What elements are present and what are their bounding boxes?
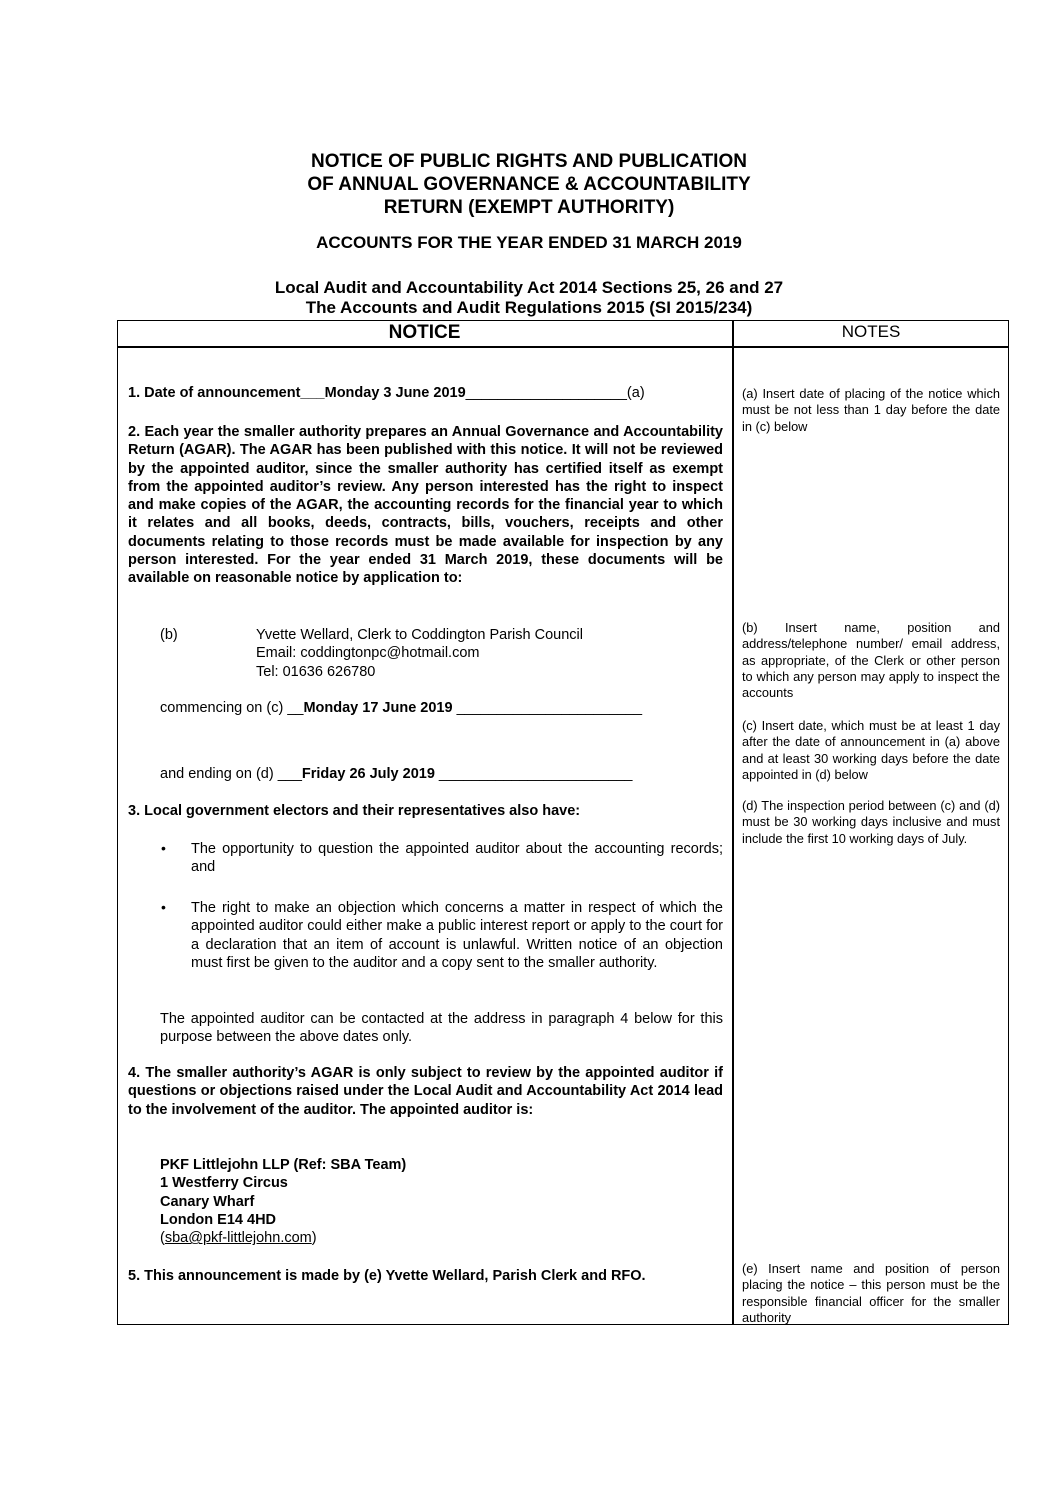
- contact-tel: Tel: 01636 626780: [256, 663, 376, 680]
- item-2-text-a: 2. Each year the smaller authority prepares an Annual Governance and Accountability Return (AGAR). The AGAR has been published with this notice. It will not be reviewed by the appointed auditor, since the smaller: [128, 424, 723, 477]
- legislation-line-1: Local Audit and Accountability Act 2014 Sections 25, 26 and 27: [274, 278, 784, 297]
- item-2-text-c: Any person interested has the right to inspect and make copies of the AGAR, the accounting records for the financial year to which it relates and all books, deeds, contracts, bills, vouchers, receipts and other documents relating to those records must be made available for inspection by any person interested. For the year ended 31 March 2019, these documents will be available on reasonable notice by application to:: [128, 478, 723, 587]
- item-2-text-b: authority has certified itself as exempt from the appointed auditor’s review.: [128, 460, 723, 495]
- title-line-2: OF ANNUAL GOVERNANCE & ACCOUNTABILITY: [307, 174, 751, 195]
- item-3-auditor-contact: The appointed auditor can be contacted at the address in paragraph 4 below for this purpose between the above dates only.: [160, 1011, 723, 1046]
- auditor-name: PKF Littlejohn LLP (Ref: SBA Team): [160, 1157, 407, 1173]
- column-divider: [732, 320, 734, 1325]
- item-1-suffix: ____________________(a): [465, 385, 645, 401]
- item-1-prefix: 1. Date of announcement___: [128, 385, 325, 401]
- ending-date: Friday 26 July 2019: [301, 766, 435, 782]
- commencing-line: [160, 699, 720, 717]
- item-4-paragraph: 4. The smaller authority’s AGAR is only subject to review by the appointed auditor if questions or objections raised under the Local Audit and Accountability Act 2014 lead to the involvement of the auditor. The appointed auditor is:: [128, 1065, 723, 1118]
- ending-prefix: and ending on (d) ___: [160, 766, 302, 782]
- contact-email: Email: coddingtonpc@hotmail.com: [256, 645, 480, 662]
- ending-line: [160, 765, 720, 783]
- notice-column-header: NOTICE: [388, 322, 461, 343]
- item-1-announcement-date: [128, 384, 728, 402]
- document-title: [0, 150, 1058, 219]
- legislation-line-2: The Accounts and Audit Regulations 2015 (SI 2015/234): [305, 298, 753, 317]
- document-subtitle: ACCOUNTS FOR THE YEAR ENDED 31 MARCH 2019: [316, 233, 742, 252]
- contact-label: (b): [160, 627, 178, 643]
- auditor-address-line-1: 1 Westferry Circus: [160, 1175, 288, 1192]
- auditor-email-line: [160, 1229, 560, 1247]
- header-divider: [117, 346, 1009, 348]
- note-c: (c) Insert date, which must be at least 1 day after the date of announcement in (a) above and at least 30 working days before the date appointed in (d) below: [742, 718, 1000, 782]
- item-3-bullet-2: The right to make an objection which concerns a matter in respect of which the appointed auditor could either make a public interest report or apply to the court for a declaration that an item of account is unlawful. Written notice of an objection must first be given to the auditor and a copy sent to the smaller authority.: [191, 900, 723, 971]
- ending-suffix: ________________________: [434, 766, 633, 782]
- bullet-1-marker: •: [161, 840, 166, 856]
- commencing-prefix: commencing on (c) __: [160, 700, 304, 716]
- note-d: (d) The inspection period between (c) and (d) must be 30 working days inclusive and must include the first 10 working days of July.: [742, 798, 1000, 846]
- item-5-announcement: 5. This announcement is made by (e) Yvette Wellard, Parish Clerk and RFO.: [128, 1268, 646, 1284]
- bullet-2-marker: •: [161, 899, 166, 915]
- contact-block: [256, 626, 716, 681]
- item-2-paragraph: [128, 423, 723, 588]
- note-e: (e) Insert name and position of person placing the notice – this person must be the responsible financial officer for the smaller authority: [742, 1261, 1000, 1325]
- item-3-heading: 3. Local government electors and their representatives also have:: [128, 803, 581, 819]
- item-1-date: Monday 3 June 2019: [324, 385, 466, 401]
- commencing-date: Monday 17 June 2019: [303, 700, 453, 716]
- title-line-3: RETURN (EXEMPT AUTHORITY): [383, 197, 675, 218]
- auditor-address-block: [160, 1156, 560, 1247]
- legislation-reference: [0, 278, 1058, 318]
- auditor-address-line-3: London E14 4HD: [160, 1211, 277, 1228]
- contact-name: Yvette Wellard, Clerk to Coddington Parish Council: [256, 627, 583, 643]
- commencing-suffix: _______________________: [452, 700, 643, 716]
- auditor-email-close: ): [311, 1230, 317, 1247]
- note-a: (a) Insert date of placing of the notice which must be not less than 1 day before the date in (c) below: [742, 386, 1000, 434]
- auditor-email-open: (: [160, 1230, 165, 1247]
- item-3-bullet-1: The opportunity to question the appointed auditor about the accounting records; and: [191, 841, 723, 876]
- note-b: (b) Insert name, position and address/telephone number/ email address, as appropriate, of the Clerk or other person to which any person may apply to inspect the accounts: [742, 620, 1000, 701]
- auditor-address-line-2: Canary Wharf: [160, 1193, 255, 1210]
- notes-column-header: NOTES: [841, 322, 901, 341]
- auditor-email-link[interactable]: sba@pkf-littlejohn.com: [164, 1230, 312, 1247]
- title-line-1: NOTICE OF PUBLIC RIGHTS AND PUBLICATION: [311, 151, 747, 172]
